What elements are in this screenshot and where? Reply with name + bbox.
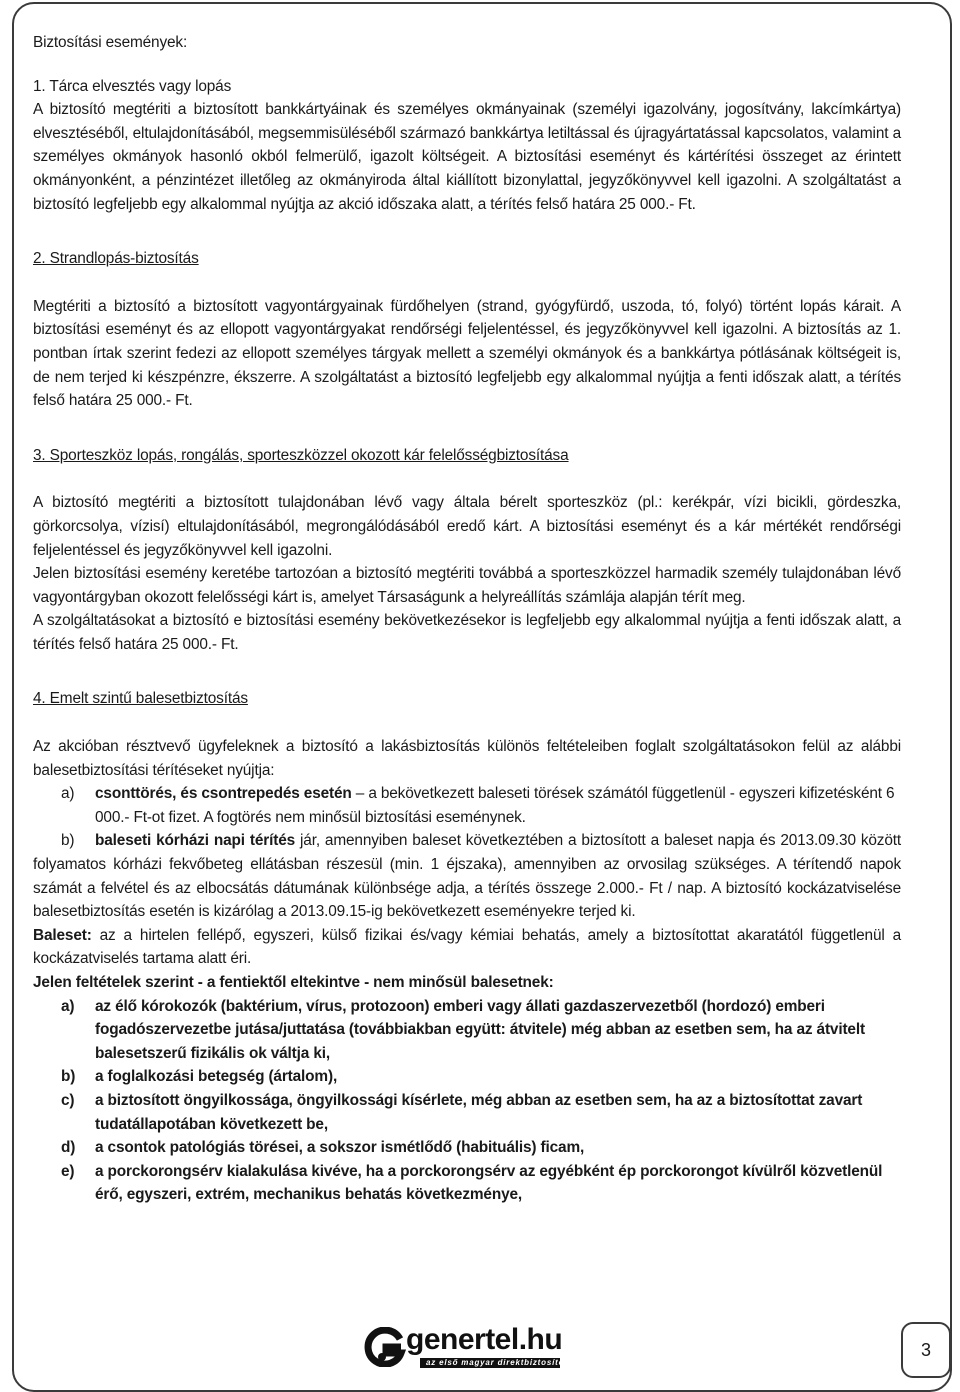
benefit-a xyxy=(33,782,901,829)
genertel-g-icon xyxy=(362,1327,406,1367)
exclusion-item: e) a porckorongsérv kialakulása kivéve, ha a porckorongsérv az egyébként ép porckorongot kívülről közvetlenül érő, egyszeri, extrém, mechanikus behatás következménye, xyxy=(61,1162,883,1204)
accident-definition xyxy=(33,924,901,971)
page-number: 3 xyxy=(901,1322,951,1378)
benefit-a-title: csonttörés, és csontrepedés esetén xyxy=(95,785,352,803)
section-2-text: Megtériti a biztosító a biztosított vagyontárgyainak fürdőhelyen (strand, gyógyfürdő, uszoda, tó, folyó) történt lopás kárait. A biztosítási eseményt és az ellopott vagyontárgyakat rendőrségi feljelentéssel, és jegyzőkönyvvel kell igazolni. A biztosítás az 1. pontban írtak szerint fedezi az ellopott személyes tárgyak mellett a személyi okmányok és a bankkártya pótlásának költségeit is, de nem terjed ki készpénzre, ékszerre. A szolgáltatást a biztosító legfeljebb egy alkalommal nyújtja a fenti időszak alatt, a térítés felső határa 25 000.- Ft. xyxy=(33,297,901,410)
section-3-paragraph-3: A szolgáltatásokat a biztosító e biztosítási esemény bekövetkezésekor is legfeljebb egy alkalommal nyújtja a fenti időszak alatt, a térítés felső határa 25 000.- Ft. xyxy=(33,612,901,653)
section-1-heading: 1. Tárca elvesztés vagy lopás xyxy=(33,77,232,95)
accident-definition-text: az a hirtelen fellépő, egyszeri, külső fizikai és/vagy kémiai behatás, amely a biztosítottat akaratától függetlenül a kockázatviselés tartama alatt éri. xyxy=(33,926,901,968)
benefit-b-text: jár, amennyiben baleset következtében a biztosított a baleset napja és 2013.09.30 között folyamatos kórházi fekvőbeteg ellátásban részesül (min. 1 éjszaka), amennyiben az orvosilag szükséges. A térítendő napok számát a felvétel és az elbocsátás dátumának különbsége adja, a térítés összege 2.000.- Ft / nap. A biztosító kockázatviselése balesetbiztosítás esetén is kizárólag a 2013.09.15-ig bekövetkezett eseményekre terjed ki. xyxy=(33,832,902,921)
section-3-heading: 3. Sporteszköz lopás, rongálás, sporteszközzel okozott kár felelősségbiztosítása xyxy=(33,446,569,464)
benefit-b xyxy=(33,829,901,923)
logo-tagline: az első magyar direktbiztosító xyxy=(426,1358,565,1367)
page-title: Biztosítási események: xyxy=(33,34,188,51)
benefit-a-label: a) xyxy=(61,785,75,803)
exclusion-item: d) a csontok patológiás törései, a sokszor ismétlődő (habituális) ficam, xyxy=(61,1139,585,1157)
section-4-heading: 4. Emelt szintű balesetbiztosítás xyxy=(33,690,248,708)
document-body xyxy=(33,31,901,1207)
benefit-a-text: – a bekövetkezett baleseti törések számától függetlenül - egyszeri kifizetésként 6 000.- Ft-ot fizet. A fogtörés nem minősül biztosítási eseménynek. xyxy=(95,785,895,826)
section-3-paragraph-1: A biztosító megtériti a biztosított tulajdonában lévő vagy általa bérelt sporteszköz (pl.: kerékpár, vízi bicikli, gördeszka, görkorcsolya, vízisí) eltulajdonításából, megrongálódásából eredő kárt. A biztosítási eseményt és a kár mértékét rendőrségi feljelentéssel és jegyzőkönyvvel kell igazolni. xyxy=(33,494,901,559)
accident-definition-term: Baleset: xyxy=(33,926,92,944)
section-3-paragraph-2: Jelen biztosítási esemény keretébe tartozóan a biztosító megtériti továbbá a sporteszközzel harmadik személy tulajdonában lévő vagyontárgyban okozott felelősségi kárt is, amelyet Társaságunk a helyreállítás számlája alapján térít meg. xyxy=(33,565,901,606)
exclusion-item: c) a biztosított öngyilkossága, öngyilkossági kísérlete, még abban az esetben sem, ha az a biztosítottat zavart tudatállapotában következett be, xyxy=(61,1091,863,1133)
exclusion-item: a) az élő kórokozók (baktérium, vírus, protozoon) emberi vagy állati gazdaszervezetből (hordozó) emberi fogadószervezetbe jutása/juttatása (továbbiakban együtt: átvitele) még abban az esetben sem, ha az átvitelt balesetszerű fizikális ok váltja ki, xyxy=(61,997,865,1062)
exclusions-heading: Jelen feltételek szerint - a fentiektől eltekintve - nem minősül balesetnek: xyxy=(33,974,554,991)
genertel-logo xyxy=(360,1323,565,1370)
section-1-text: A biztosító megtériti a biztosított bankkártyáinak és személyes okmányainak (személyi igazolvány, jogosítvány, lakcímkártya) elvesztéséből, eltulajdonításából, megsemmisüléséből származó bankkártya letiltással és újragyártatással kapcsolatos, valamint a személyes okmányok hasonló okból felmerülő, igazolt költségeit. A biztosítási eseményt és kártérítési összeget az érintett okmányonként, a pénzintézet illetőleg az okmányiroda által kiállított bizonylattal, jegyzőkönyvvel kell igazolni. A szolgáltatást a biztosító legfeljebb egy alkalommal nyújtja az akció időszaka alatt, a térítés felső határa 25 000.- Ft. xyxy=(33,101,901,213)
section-2-heading: 2. Strandlopás-biztosítás xyxy=(33,250,199,268)
exclusion-item: b) a foglalkozási betegség (ártalom), xyxy=(61,1068,338,1086)
benefit-b-title: baleseti kórházi napi térítés xyxy=(95,832,296,850)
section-4-intro: Az akcióban résztvevő ügyfeleknek a biztosító a lakásbiztosítás különös feltételeiben foglalt szolgáltatásokon felül az alábbi balesetbiztosítási térítéseket nyújtja: xyxy=(33,738,901,779)
logo-wordmark: genertel.hu xyxy=(406,1323,563,1356)
benefit-b-label: b) xyxy=(61,832,75,850)
